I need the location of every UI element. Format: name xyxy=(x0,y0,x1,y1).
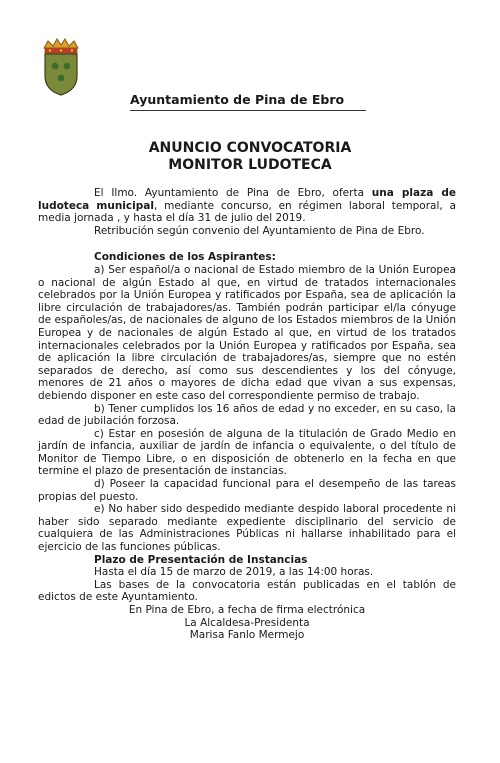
intro-bold-text: una plaza de ludoteca municipal xyxy=(38,187,456,212)
retribucion-paragraph: Retribución según convenio del Ayuntamiento de Pina de Ebro. xyxy=(94,224,425,237)
condition-d: d) Poseer la capacidad funcional para el desempeño de las tareas propias del puesto. xyxy=(38,478,456,503)
signature-role: La Alcaldesa-Presidenta xyxy=(184,616,310,629)
signature-name: Marisa Fanlo Mermejo xyxy=(189,629,305,642)
condition-e: e) No haber sido despedido mediante despido laboral procedente ni haber sido separado mediante expediente disciplinario del servicio de cualquiera de las Administraciones Públicas ni hallarse inhabilitado para el ejercicio de las funciones públicas. xyxy=(38,503,456,554)
announcement-title xyxy=(0,140,500,174)
plazo-text: Hasta el día 15 de marzo de 2019, a las 14:00 horas. xyxy=(94,566,374,579)
bases-text: Las bases de la convocatoria están publicadas en el tablón de edictos de este Ayuntamiento. xyxy=(38,578,456,604)
plazo-heading: Plazo de Presentación de Instancias xyxy=(94,553,308,566)
conditions-heading: Condiciones de los Aspirantes: xyxy=(94,251,276,264)
condition-a: a) Ser español/a o nacional de Estado miembro de la Unión Europea o nacional de algún Estado al que, en virtud de tratados internacionales celebrados por la Unión Europea y ratificados por España, sea de aplicación la libre circulación de trabajadores/as. También podrán participar el/la cónyuge de españoles/as, de nacionales de alguno de los Estados miembros de la Unión Europea y de nacionales de algún Estado al que, en virtud de los tratados internacionales celebrados por la Unión Europea y ratificados por España, sea de aplicación la libre circulación de trabajadores/as, siempre que no estén separados de derecho, así como sus descendientes y los del cónyuge, menores de 21 años o mayores de dicha edad que vivan a sus expensas, debiendo disponer en este caso del correspondiente permiso de trabajo. xyxy=(38,263,456,402)
header-divider xyxy=(130,110,366,111)
condition-b: b) Tener cumplidos los 16 años de edad y no exceder, en su caso, la edad de jubilación forzosa. xyxy=(38,402,456,428)
signature-place: En Pina de Ebro, a fecha de firma electrónica xyxy=(128,604,366,616)
municipality-name: Ayuntamiento de Pina de Ebro xyxy=(130,92,345,107)
intro-paragraph xyxy=(38,187,456,225)
intro-text-end: , mediante concurso, en régimen laboral temporal, a media jornada , y hasta el día 31 de julio del 2019. xyxy=(38,199,456,225)
coat-of-arms-icon xyxy=(38,38,84,96)
announcement-body xyxy=(38,187,456,642)
intro-text: El Ilmo. Ayuntamiento de Pina de Ebro, oferta xyxy=(94,187,372,199)
title-line-2: MONITOR LUDOTECA xyxy=(168,157,332,173)
condition-c: c) Estar en posesión de alguna de la titulación de Grado Medio en jardín de infancia, auxiliar de jardín de infancia o equivalente, o del título de Monitor de Tiempo Libre, o en disposición de obtenerlo en la fecha en que termine el plazo de presentación de instancias. xyxy=(38,427,456,478)
title-line-1: ANUNCIO CONVOCATORIA xyxy=(148,140,352,156)
